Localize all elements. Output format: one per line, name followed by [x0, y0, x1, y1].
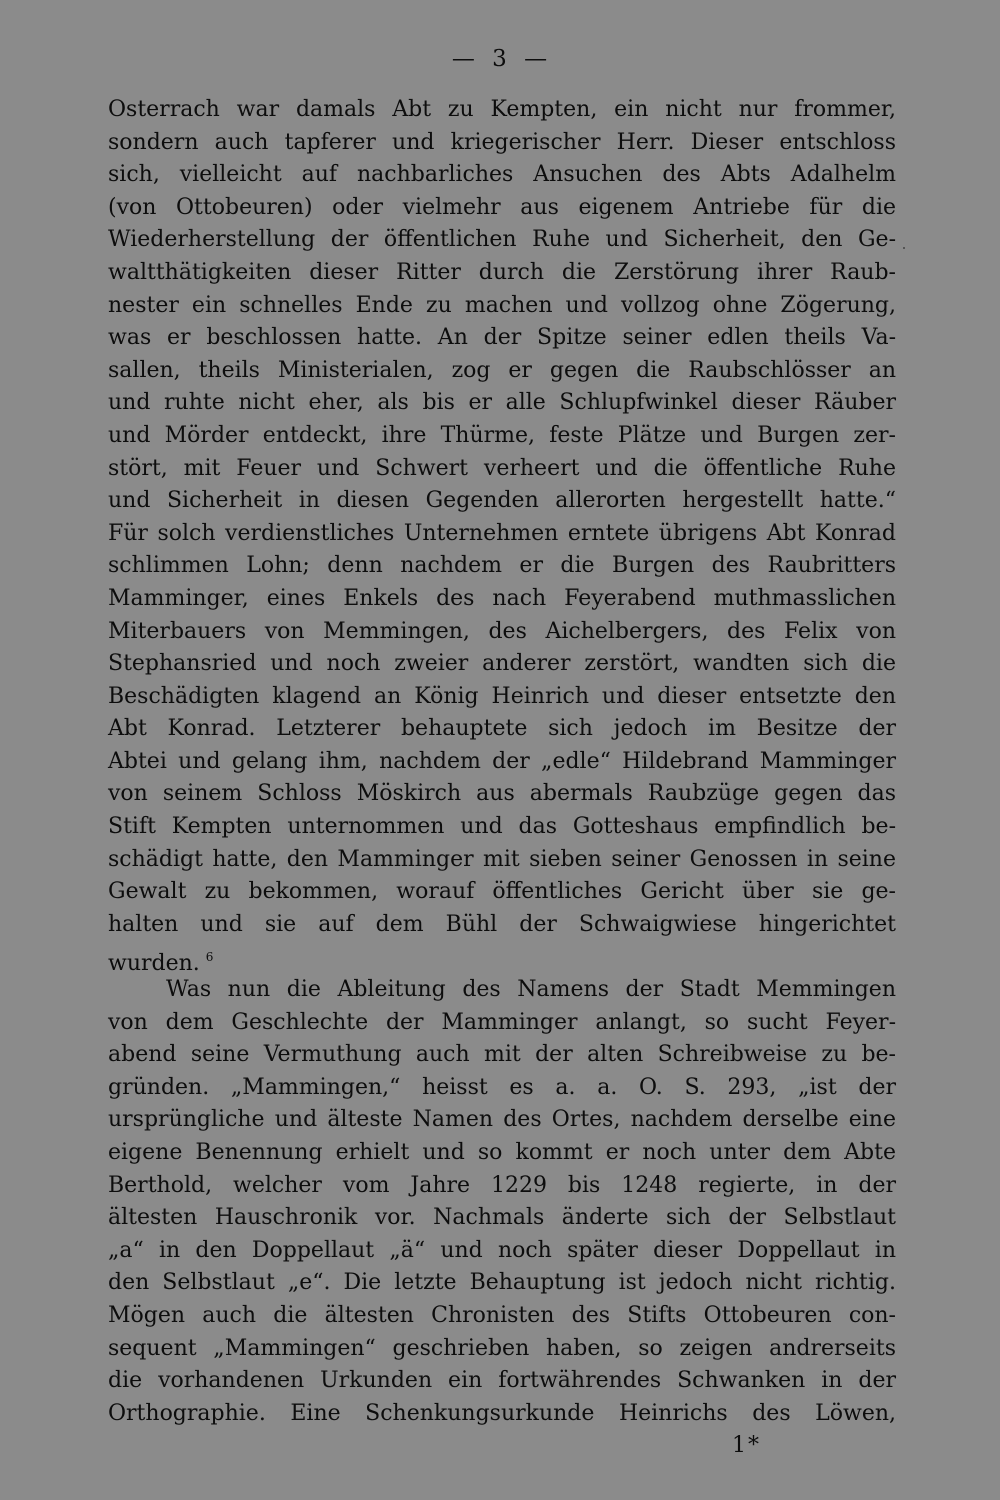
text-line: die vorhandenen Urkunden ein fortwährendes Schwanken in der: [108, 1368, 896, 1394]
text-line: (von Ottobeuren) oder vielmehr aus eigenem Antriebe für die: [108, 194, 896, 220]
text-line: den Selbstlaut „e“. Die letzte Behauptung ist jedoch nicht richtig.: [108, 1270, 896, 1296]
text-line: von seinem Schloss Möskirch aus abermals Raubzüge gegen das: [108, 781, 896, 807]
text-line: eigene Benennung erhielt und so kommt er noch unter dem Abte: [108, 1140, 896, 1165]
text-line: Osterrach war damals Abt zu Kempten, ein nicht nur frommer,: [108, 97, 896, 122]
text-line: stört, mit Feuer und Schwert verheert und die öffentliche Ruhe: [108, 455, 896, 481]
text-line: gründen. „Mammingen,“ heisst es a. a. O. S. 293, „ist der: [108, 1074, 896, 1100]
text-line: „a“ in den Doppellaut „ä“ und noch später dieser Doppellaut in: [108, 1237, 896, 1263]
text-line: schädigt hatte, den Mamminger mit sieben seiner Genossen in seine: [108, 846, 896, 872]
text-line: Miterbauers von Memmingen, des Aichelbergers, des Felix von: [108, 618, 896, 644]
text-line: von dem Geschlechte der Mamminger anlangt, so sucht Feyer-: [108, 1009, 896, 1035]
text-line: und Mörder entdeckt, ihre Thürme, feste Plätze und Burgen zer-: [108, 422, 896, 448]
text-line: sequent „Mammingen“ geschrieben haben, so zeigen andrerseits: [108, 1335, 896, 1361]
text-line: sondern auch tapferer und kriegerischer Herr. Dieser entschloss: [108, 129, 896, 155]
text-line: ursprüngliche und älteste Namen des Ortes, nachdem derselbe eine: [108, 1107, 896, 1133]
text-line: sallen, theils Ministerialen, zog er gegen die Raubschlösser an: [108, 357, 896, 383]
text-line: Für solch verdienstliches Unternehmen erntete übrigens Abt Konrad: [108, 520, 896, 546]
text-line: Abtei und gelang ihm, nachdem der „edle“ Hildebrand Mamminger: [108, 748, 896, 774]
text-line: Mamminger, eines Enkels des nach Feyerabend muthmasslichen: [108, 585, 896, 611]
text-line: und Sicherheit in diesen Gegenden allerorten hergestellt hatte.“: [108, 488, 896, 514]
text-line: Berthold, welcher vom Jahre 1229 bis 1248 regierte, in der: [108, 1172, 896, 1198]
signature-mark: 1*: [732, 1433, 761, 1458]
text-line: schlimmen Lohn; denn nachdem er die Burgen des Raubritters: [108, 553, 896, 579]
text-line: waltthätigkeiten dieser Ritter durch die Zerstörung ihrer Raub-: [108, 259, 896, 285]
text-line: Stephansried und noch zweier anderer zerstört, wandten sich die: [108, 651, 896, 677]
footnote-reference[interactable]: 6: [205, 950, 214, 965]
body-text: [108, 94, 896, 1430]
text-line: Beschädigten klagend an König Heinrich und dieser entsetzte den: [108, 683, 896, 709]
text-line: Orthographie. Eine Schenkungsurkunde Heinrichs des Löwen,: [108, 1400, 896, 1426]
text-line: Stift Kempten unternommen und das Gotteshaus empfindlich be-: [108, 814, 896, 840]
paragraph-end-line: [108, 941, 896, 977]
text-line: halten und sie auf dem Bühl der Schwaigwiese hingerichtet: [108, 911, 896, 937]
paper-speck: [903, 247, 905, 249]
text-line: was er beschlossen hatte. An der Spitze seiner edlen theils Va-: [108, 325, 896, 351]
text-line: wurden.: [108, 951, 200, 977]
text-line: und ruhte nicht eher, als bis er alle Schlupfwinkel dieser Räuber: [108, 390, 896, 416]
text-line: nester ein schnelles Ende zu machen und vollzog ohne Zögerung,: [108, 292, 896, 318]
paragraph-start-line: Was nun die Ableitung des Namens der Stadt Memmingen: [166, 977, 896, 1003]
text-line: sich, vielleicht auf nachbarliches Ansuchen des Abts Adalhelm: [108, 162, 896, 188]
text-line: Gewalt zu bekommen, worauf öffentliches Gericht über sie ge-: [108, 879, 896, 905]
text-line: Abt Konrad. Letzterer behauptete sich jedoch im Besitze der: [108, 716, 896, 742]
text-line: Wiederherstellung der öffentlichen Ruhe und Sicherheit, den Ge-: [108, 227, 896, 253]
text-line: ältesten Hauschronik vor. Nachmals änderte sich der Selbstlaut: [108, 1205, 896, 1231]
text-line: Mögen auch die ältesten Chronisten des Stifts Ottobeuren con-: [108, 1302, 896, 1328]
page-number: — 3 —: [451, 46, 549, 72]
text-line: abend seine Vermuthung auch mit der alten Schreibweise zu be-: [108, 1042, 896, 1068]
